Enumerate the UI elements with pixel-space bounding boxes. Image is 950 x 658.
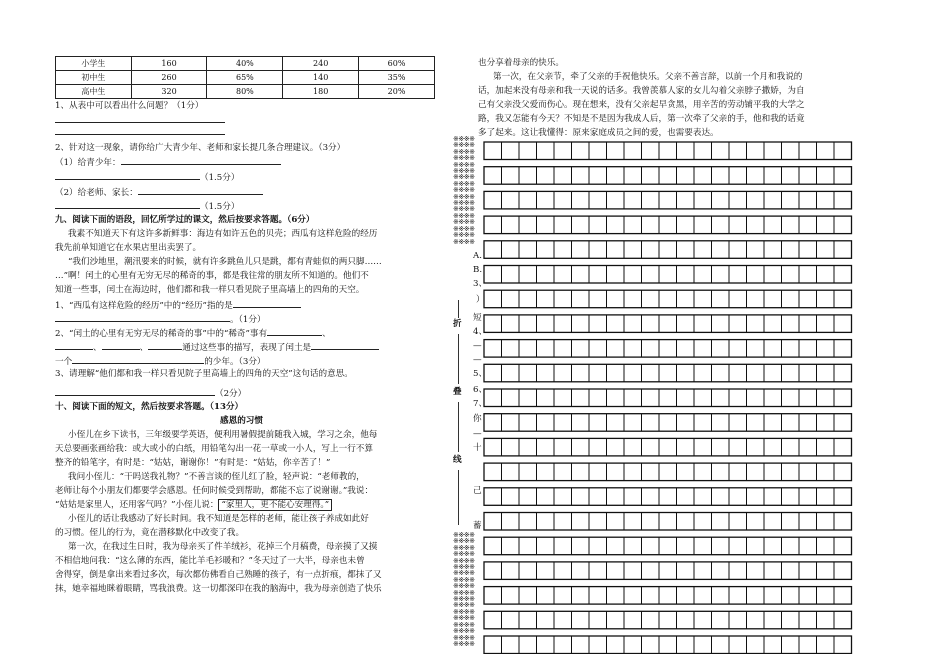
margin-item: A.	[473, 251, 482, 261]
passage-line: 我问小侄儿：“干吗送我礼物？”不善言谈的侄儿红了脸，轻声说：“老师教的，	[68, 472, 365, 482]
passage-title: 感恩的习惯	[220, 416, 263, 426]
grid-row	[484, 315, 852, 333]
table-cell: 140	[283, 71, 359, 85]
margin-item: 十	[473, 443, 482, 453]
table-cell: 80%	[207, 85, 283, 99]
score-label: （2分）	[215, 389, 247, 399]
grid-row	[484, 636, 852, 654]
grid-row	[484, 290, 852, 308]
separator: 、	[322, 329, 331, 339]
section-10-heading: 十、阅读下面的短文，然后按要求答题。（13分）	[55, 402, 244, 412]
grid-row-outline	[484, 241, 852, 258]
answer-line[interactable]	[55, 199, 200, 209]
answer-line[interactable]	[233, 298, 301, 308]
passage-line: 多了起来。这让我懂得：原来家庭成员之间的爱，也需要表达。	[478, 128, 719, 138]
margin-item: 你	[473, 414, 482, 424]
grid-row-outline	[484, 315, 852, 333]
table-row	[56, 85, 435, 99]
grid-row	[484, 364, 852, 382]
grid-row	[484, 414, 852, 432]
s9-question-2	[55, 326, 331, 341]
binding-dash	[458, 470, 459, 525]
grid-row	[484, 216, 852, 234]
grid-row-outline	[484, 389, 852, 407]
grid-row	[484, 142, 852, 160]
table-cell: 40%	[207, 57, 283, 71]
question-2b-label: （2）给老师、家长：	[55, 188, 138, 198]
table-cell: 小学生	[56, 57, 132, 71]
binding-label: 线	[453, 455, 462, 465]
margin-item: —	[473, 341, 482, 351]
grid-row-outline	[484, 364, 852, 382]
question-2a-row2	[55, 170, 239, 185]
question-text: 1、“西瓜有这样危险的经历”中的“经历”指的是	[55, 301, 233, 311]
answer-line[interactable]	[121, 155, 281, 165]
question-2b	[55, 185, 263, 200]
question-2: 2、针对这一现象，请你给广大青少年、老师和家长提几条合理建议。（3分）	[55, 143, 346, 153]
grid-row	[484, 191, 852, 209]
question-text: 通过这些事的描写，表现了闰土是	[182, 343, 312, 353]
answer-line[interactable]	[311, 340, 379, 350]
answer-line[interactable]	[55, 122, 225, 123]
grid-row	[484, 587, 852, 605]
passage-line: 知道一些事，闰土在海边时，他们都和我一样只看见院子里高墙上的四角的天空。	[55, 285, 365, 295]
grid-row-outline	[484, 488, 852, 506]
grid-row-outline	[484, 513, 852, 531]
passage-line: 不相信地问我：“这么薄的东西，能比羊毛衫暖和？”冬天过了一大半，母亲也未曾	[55, 556, 365, 566]
margin-item: 6、	[473, 385, 488, 395]
binding-label: 折	[453, 319, 462, 329]
passage-line: “我们沙地里，潮汛要来的时候，就有许多跳鱼儿只是跳，都有青蛙似的两只脚……	[68, 257, 382, 267]
question-1: 1、从表中可以看出什么问题？（1分）	[55, 101, 204, 111]
s9-question-3: 3、请理解“他们都和我一样只看见院子里高墙上的四角的天空”这句话的意思。	[55, 369, 353, 379]
passage-line: 的习惯。侄儿的行为，竟在潜移默化中改变了我。	[55, 528, 245, 538]
s9-question-2-row2	[55, 340, 379, 355]
grid-row-outline	[484, 340, 852, 358]
table-row	[56, 71, 435, 85]
composition-grid[interactable]	[480, 138, 865, 654]
grid-row-outline	[484, 587, 852, 605]
binding-pattern: ※※※※ ※※※※ ※※※※ ※※※※ ※※※※ ※※※※ ※※※※ ※※※※ ※※※※ ※※※※ ※※※※ ※※※※ ※※※※ ※※※※ ※※※※ ※※※※ ※※※※ ※※※※	[453, 532, 475, 648]
margin-item: 短	[473, 313, 482, 323]
grid-row-outline	[484, 537, 852, 555]
passage-line: 己有父亲没父爱而伤心。现在想来，没有父亲起早贪黑，用辛苦的劳动铺平我的大学之	[478, 100, 805, 110]
passage-line: 话，加起来没有母亲和我一天说的话多。我曾羡慕人家的女儿勾着父亲脖子撒娇，为自	[478, 86, 805, 96]
grid-row	[484, 266, 852, 284]
score-label: （1.5分）	[200, 173, 240, 183]
question-2a	[55, 155, 281, 170]
table-cell: 180	[283, 85, 359, 99]
table-cell: 高中生	[56, 85, 132, 99]
grid-row-outline	[484, 562, 852, 580]
passage-line: 天总要画张画给我：或大或小的白纸，用铅笔勾出一花一草或一小人，写上一行不算	[55, 444, 373, 454]
grid-row-outline	[484, 636, 852, 654]
section-9-heading: 九、阅读下面的语段，回忆所学过的课文，然后按要求答题。（6分）	[55, 215, 315, 225]
grid-row	[484, 241, 852, 258]
grid-row-outline	[484, 266, 852, 284]
answer-line[interactable]	[55, 312, 230, 322]
answer-line[interactable]	[267, 326, 322, 336]
boxed-phrase: “家里人，更不能心安理得。”	[218, 499, 332, 511]
passage-text: “姑姑是家里人，还用客气吗？”小侄儿说：	[55, 500, 219, 510]
margin-item: —	[473, 429, 482, 439]
s9-question-1-row2	[55, 312, 266, 327]
passage-line: …”啊！闰土的心里有无穷无尽的稀奇的事，都是我往常的朋友所不知道的。他们不	[55, 271, 369, 281]
passage-line: 整齐的铅笔字，有时是：“姑姑，谢谢你！”有时是：“姑姑，你辛苦了！”	[55, 458, 331, 468]
passage-line: 我素不知道天下有这许多新鲜事：海边有如许五色的贝壳；西瓜有这样危险的经历	[68, 229, 378, 239]
passage-line: 小侄儿在乡下读书，三年级要学英语，便利用暑假提前随我入城，学习之余，他每	[68, 430, 378, 440]
answer-line[interactable]	[55, 386, 215, 396]
answer-line[interactable]	[148, 340, 182, 350]
answer-line[interactable]	[138, 185, 263, 195]
grid-row-outline	[484, 414, 852, 432]
grid-row	[484, 438, 852, 456]
answer-line[interactable]	[55, 340, 93, 350]
margin-item: B.	[473, 265, 483, 275]
passage-line: 舍得穿，倒是拿出来看过多次，每次都仿佛看自己熟睡的孩子，有一点折痕，都抹了又	[55, 570, 382, 580]
question-2b-row2	[55, 199, 239, 214]
table-cell: 320	[131, 85, 207, 99]
table-cell: 35%	[359, 71, 435, 85]
table-cell: 240	[283, 57, 359, 71]
margin-item: 4、	[473, 327, 488, 337]
passage-line: 第一次，在父亲节，牵了父亲的手祝他快乐。父亲不善言辞，以前一个月和我说的	[493, 72, 803, 82]
table-cell: 160	[131, 57, 207, 71]
margin-item: 5、	[473, 369, 488, 379]
table-cell: 260	[131, 71, 207, 85]
grid-row	[484, 463, 852, 481]
passage-line: 老师让每个小朋友们都要学会感恩。任何时候受到帮助，都能不忘了说谢谢。”我说：	[55, 486, 374, 496]
margin-item: —	[473, 355, 482, 365]
grid-row-outline	[484, 216, 852, 234]
answer-line[interactable]	[72, 354, 204, 364]
passage-line: 我先前单知道它在水果店里出卖罢了。	[55, 243, 202, 253]
grid-row	[484, 562, 852, 580]
table-cell: 初中生	[56, 71, 132, 85]
question-2a-label: （1）给青少年：	[55, 158, 121, 168]
s9-question-3-row2	[55, 386, 246, 401]
binding-dash	[458, 334, 459, 384]
passage-line: 也分享着母亲的快乐。	[478, 58, 564, 68]
passage-line: 路，我又怎能有今天？不知是不是因为我成人后，第一次牵了父亲的手，他和我的话竟	[478, 114, 805, 124]
score-label: 。（1分）	[230, 315, 266, 325]
separator: 、	[139, 343, 149, 353]
grid-row	[484, 167, 852, 185]
binding-pattern: ※※※※ ※※※※ ※※※※ ※※※※ ※※※※ ※※※※ ※※※※ ※※※※ ※※※※ ※※※※ ※※※※ ※※※※ ※※※※ ※※※※ ※※※※ ※※※※ ※※※※	[453, 136, 475, 246]
binding-dash	[458, 300, 459, 318]
table-cell: 65%	[207, 71, 283, 85]
separator: 、	[93, 343, 102, 353]
answer-line[interactable]	[102, 340, 140, 350]
score-label: （1.5分）	[200, 202, 240, 212]
table-cell: 60%	[359, 57, 435, 71]
table-cell: 20%	[359, 85, 435, 99]
grid-row	[484, 611, 852, 629]
passage-line: 抹，她幸福地眯着眼睛，骂我浪费。这一切都深印在我的脑海中，我为母亲创造了快乐	[55, 584, 382, 594]
passage-line: 小侄儿的话让我感动了好长时间。我不知道是怎样的老师，能让孩子养成如此好	[68, 514, 369, 524]
grid-row-outline	[484, 167, 852, 185]
answer-line[interactable]	[55, 170, 200, 180]
table-row	[56, 57, 435, 71]
margin-item: 7、	[473, 399, 488, 409]
grid-row	[484, 537, 852, 555]
s9-question-1	[55, 298, 301, 313]
grid-row	[484, 389, 852, 407]
grid-row	[484, 488, 852, 506]
grid-row-outline	[484, 438, 852, 456]
question-text: 一个	[55, 357, 73, 367]
binding-dash	[458, 402, 459, 452]
question-text: 的少年。（3分）	[204, 357, 266, 367]
margin-item: 3、	[473, 279, 488, 289]
answer-line[interactable]	[55, 134, 225, 135]
question-text: 2、“闰土的心里有无穷无尽的稀奇的事”中的“稀奇”事有	[55, 329, 268, 339]
margin-item: 蓄	[473, 521, 482, 531]
passage-line	[55, 498, 332, 512]
passage-line: 第一次，在我过生日时，我为母亲买了件羊绒衫，花掉三个月稿费，母亲摸了又摸	[68, 542, 378, 552]
grid-row-outline	[484, 290, 852, 308]
stats-table	[55, 56, 435, 99]
grid-row	[484, 513, 852, 531]
binding-label: 叠	[453, 387, 462, 397]
margin-item: ）	[476, 295, 485, 305]
grid-row-outline	[484, 191, 852, 209]
margin-item: 己	[473, 486, 482, 496]
grid-row	[484, 340, 852, 358]
grid-row-outline	[484, 142, 852, 160]
grid-row-outline	[484, 463, 852, 481]
grid-row-outline	[484, 611, 852, 629]
s9-question-2-row3	[55, 354, 266, 369]
